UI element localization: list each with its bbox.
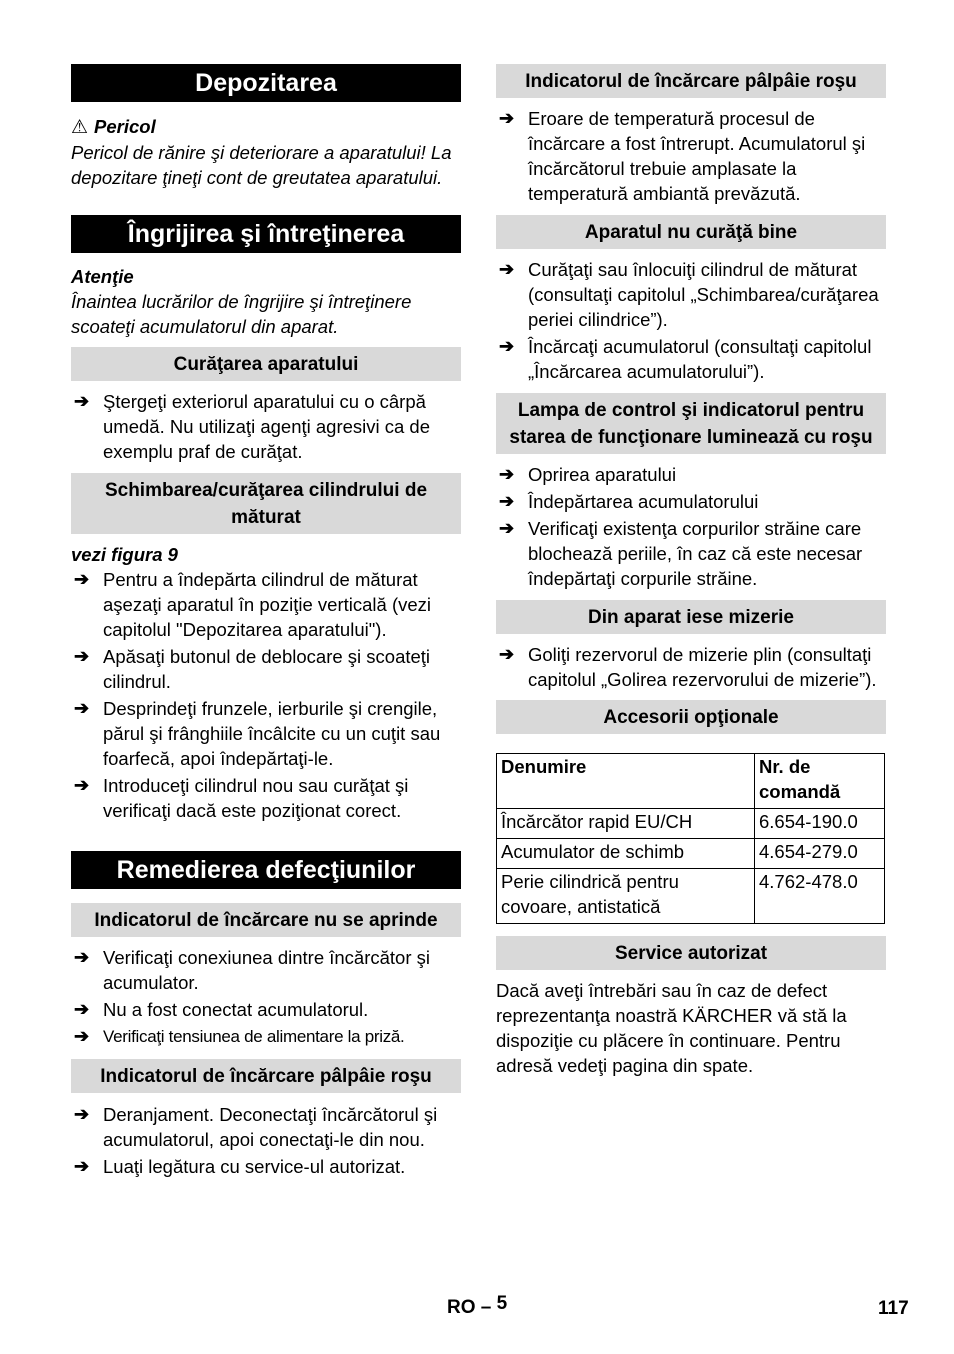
list-item: ➔ Goliţi rezervorul de mizerie plin (consultaţi capitolul „Golirea rezervorului de mizerie”). [499, 644, 877, 690]
accessories-table [496, 753, 885, 924]
blink-red-steps [71, 1102, 461, 1179]
arrow-right-icon: ➔ [74, 569, 90, 589]
arrow-right-icon: ➔ [499, 644, 515, 664]
table-header-row [497, 754, 885, 809]
table-cell: 6.654-190.0 [755, 809, 885, 839]
service-text: Dacă aveţi întrebări sau în caz de defect reprezentanţa noastră KÄRCHER vă stă la dispoziţie cu plăcere în continuare. Pentru adresă vedeţi pagina din spate. [496, 980, 847, 1076]
danger-label: Pericol [94, 116, 156, 137]
section-title-troubleshooting: Remedierea defecţiunilor [71, 851, 461, 889]
list-item: ➔ Nu a fost conectat acumulatorul. [74, 999, 369, 1020]
subsection-title-not-clean: Aparatul nu curăţă bine [496, 215, 886, 249]
list-item: ➔ Îndepărtarea acumulatorului [499, 491, 759, 512]
arrow-right-icon: ➔ [74, 1104, 90, 1124]
table-cell: Acumulator de schimb [497, 839, 755, 869]
cleaning-steps [71, 389, 461, 464]
list-item: ➔ Apăsaţi butonul de deblocare şi scoateţi cilindrul. [74, 646, 431, 692]
arrow-right-icon: ➔ [499, 108, 515, 128]
not-clean-steps [496, 257, 886, 384]
list-item: ➔ Desprindeţi frunzele, ierburile şi crengile, părul şi frânghiile încâlcite cu un cuţit sau foarfecă, apoi îndepărtaţi-le. [74, 698, 441, 769]
lamp-steps [496, 462, 886, 591]
list-item: ➔ Pentru a îndepărta cilindrul de măturat aşezaţi aparatul în poziţie verticală (vezi capitolul "Depozitarea aparatului"). [74, 569, 432, 640]
arrow-right-icon: ➔ [499, 491, 515, 511]
arrow-right-icon: ➔ [74, 999, 90, 1019]
subsection-title-accessories: Accesorii opţionale [496, 700, 886, 734]
column-header-name: Denumire [497, 754, 755, 809]
no-light-steps [71, 945, 461, 1049]
danger-heading [71, 114, 461, 140]
list-item: ➔ Deranjament. Deconectaţi încărcătorul şi acumulatorul, apoi conectaţi-le din nou. [74, 1104, 438, 1150]
list-item: ➔ Verificaţi existenţa corpurilor străine care blochează periile, în caz că este necesar îndepărtaţi corpurile străine. [499, 518, 863, 589]
cylinder-steps [71, 567, 461, 823]
list-item: ➔ Curăţaţi sau înlocuiţi cilindrul de măturat (consultaţi capitolul „Schimbarea/curăţarea periei cilindrice”). [499, 259, 879, 330]
subsection-title-cleaning: Curăţarea aparatului [71, 347, 461, 381]
table-cell: 4.654-279.0 [755, 839, 885, 869]
table-row [497, 869, 885, 924]
subsection-title-service: Service autorizat [496, 936, 886, 970]
list-item: ➔ Oprirea aparatului [499, 464, 677, 485]
section-title-storage: Depozitarea [71, 64, 461, 102]
figure-reference: vezi figura 9 [71, 544, 178, 565]
arrow-right-icon: ➔ [74, 1026, 89, 1046]
subsection-title-no-light: Indicatorul de încărcare nu se aprinde [71, 903, 461, 937]
section-title-care: Îngrijirea şi întreţinerea [71, 215, 461, 253]
dirt-steps [496, 642, 886, 692]
subsection-title-blink-red-temp: Indicatorul de încărcare pâlpâie roşu [496, 64, 886, 98]
table-cell: 4.762-478.0 [755, 869, 885, 924]
list-item: ➔ Luaţi legătura cu service-ul autorizat. [74, 1156, 406, 1177]
arrow-right-icon: ➔ [74, 391, 90, 411]
footer-section-page: 5 [496, 1293, 508, 1314]
arrow-right-icon: ➔ [499, 518, 515, 538]
arrow-right-icon: ➔ [499, 336, 515, 356]
list-item: ➔ Verificaţi conexiunea dintre încărcător şi acumulator. [74, 947, 431, 993]
arrow-right-icon: ➔ [74, 947, 90, 967]
column-header-order-number: Nr. de comandă [755, 754, 885, 809]
danger-text: Pericol de rănire şi deteriorare a aparatului! La depozitare ţineţi cont de greutatea aparatului. [71, 142, 452, 188]
arrow-right-icon: ➔ [499, 259, 515, 279]
list-item: ➔ Verificaţi tensiunea de alimentare la priză. [71, 1024, 461, 1049]
list-item: ➔ Introduceţi cilindrul nou sau curăţat şi verificaţi dacă este poziţionat corect. [74, 775, 409, 821]
right-column [496, 64, 886, 1078]
list-item: ➔ Încărcaţi acumulatorul (consultaţi capitolul „Încărcarea acumulatorului”). [499, 336, 872, 382]
arrow-right-icon: ➔ [74, 1156, 90, 1176]
subsection-title-lamp: Lampa de control şi indicatorul pentru starea de funcţionare luminează cu roşu [496, 393, 886, 454]
table-row [497, 839, 885, 869]
arrow-right-icon: ➔ [74, 698, 90, 718]
list-item: ➔ Ştergeţi exteriorul aparatului cu o cârpă umedă. Nu utilizaţi agenţi agresivi ca de exemplu praf de curăţat. [74, 391, 431, 462]
list-item: ➔ Eroare de temperatură procesul de încărcare a fost întrerupt. Acumulatorul şi încărcătorul trebuie amplasate la temperatură ambiantă prevăzută. [499, 108, 866, 204]
subsection-title-cylinder: Schimbarea/curăţarea cilindrului de măturat [71, 473, 461, 534]
blink-red-temp-steps [496, 106, 886, 206]
arrow-right-icon: ➔ [74, 775, 90, 795]
left-column [71, 64, 461, 1181]
attention-label: Atenţie [71, 266, 134, 287]
footer-dash: – [480, 1297, 492, 1318]
page-footer-section [447, 1293, 508, 1319]
warning-triangle-icon: ⚠ [71, 117, 89, 138]
page-number: 117 [878, 1298, 909, 1319]
table-cell: Perie cilindrică pentru covoare, antistatică [497, 869, 755, 924]
footer-language: RO [447, 1297, 476, 1318]
table-cell: Încărcător rapid EU/CH [497, 809, 755, 839]
table-row [497, 809, 885, 839]
arrow-right-icon: ➔ [499, 464, 515, 484]
subsection-title-dirt: Din aparat iese mizerie [496, 600, 886, 634]
subsection-title-blink-red: Indicatorul de încărcare pâlpâie roşu [71, 1059, 461, 1093]
attention-text: Înaintea lucrărilor de îngrijire şi întreţinere scoateţi acumulatorul din aparat. [71, 291, 412, 337]
arrow-right-icon: ➔ [74, 646, 90, 666]
